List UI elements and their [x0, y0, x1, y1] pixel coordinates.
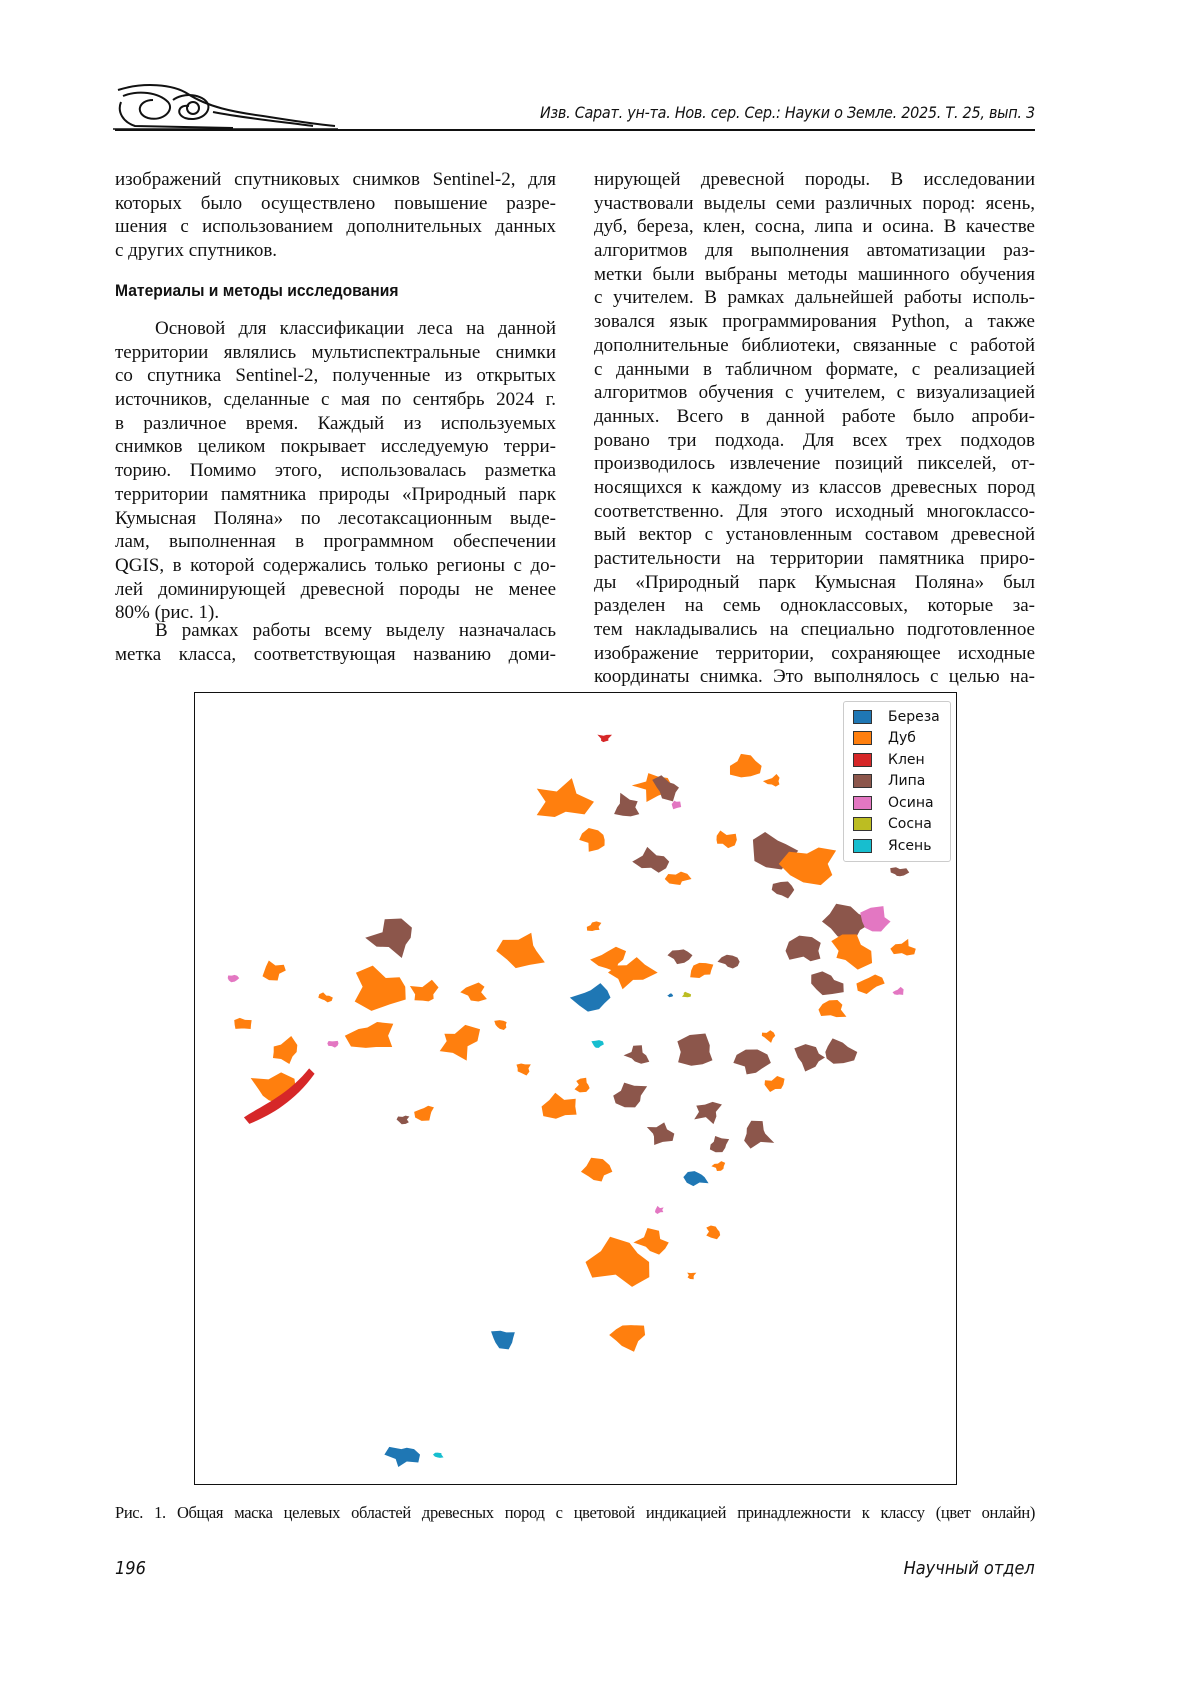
oak-stand-patch: [831, 934, 872, 969]
oak-stand-patch: [496, 933, 545, 968]
oak-stand-patch: [440, 1025, 480, 1061]
text-line: вый вектор с установленным составом древесной: [594, 523, 1035, 547]
oak-stand-patch: [273, 1036, 297, 1064]
linden-stand-patch: [613, 1083, 647, 1108]
legend-label: Липа: [888, 773, 925, 789]
text-line: со спутника Sentinel-2, полученные из открытых: [115, 364, 556, 388]
legend-swatch: [853, 731, 872, 745]
oak-stand-patch: [575, 1078, 590, 1093]
birch-stand-patch: [683, 1171, 708, 1186]
oak-stand-patch: [494, 1020, 506, 1030]
linden-stand-patch: [717, 955, 739, 969]
oak-stand-patch: [665, 872, 692, 885]
legend-item: [844, 835, 950, 857]
oak-stand-patch: [687, 1273, 696, 1280]
legend-label: Береза: [888, 709, 940, 725]
oak-stand-patch: [856, 974, 884, 993]
birch-stand-patch: [384, 1447, 420, 1467]
species-mask-map: [195, 693, 956, 1484]
oak-stand-patch: [763, 774, 780, 787]
oak-stand-patch: [587, 921, 602, 931]
legend-swatch: [853, 839, 872, 853]
oak-stand-patch: [890, 939, 915, 956]
oak-stand-patch: [579, 828, 604, 852]
oak-stand-patch: [690, 963, 713, 978]
oak-stand-patch: [345, 1022, 393, 1048]
left-para-2: [115, 317, 556, 625]
oak-stand-patch: [410, 980, 439, 1002]
oak-stand-patch: [730, 754, 762, 777]
linden-stand-patch: [694, 1102, 722, 1124]
legend-label: Ясень: [888, 838, 931, 854]
legend-item: [844, 749, 950, 771]
text-line: метки были выбраны методы машинного обучения: [594, 263, 1035, 287]
legend-label: Сосна: [888, 816, 932, 832]
legend-item: [844, 771, 950, 793]
section-name: Научный отдел: [904, 1558, 1035, 1579]
aspen-stand-patch: [893, 987, 904, 995]
oak-stand-patch: [765, 1076, 785, 1092]
text-line: лей доминирующей древесной породы не менее: [115, 578, 556, 602]
oak-stand-patch: [609, 1325, 645, 1352]
figure-caption: Рис. 1. Общая маска целевых областей древесных пород с цветовой индикацией принадлежности к классу (цвет онлайн): [115, 1503, 1035, 1523]
oak-stand-patch: [537, 778, 594, 817]
text-line: с данными в табличном формате, с реализацией: [594, 358, 1035, 382]
aspen-stand-patch: [228, 975, 240, 982]
linden-stand-patch: [890, 867, 909, 876]
section-heading: Материалы и методы исследования: [115, 281, 398, 301]
aspen-stand-patch: [655, 1206, 664, 1214]
linden-stand-patch: [632, 847, 669, 873]
text-line: участвовали выделы семи различных пород: ясень,: [594, 192, 1035, 216]
legend-item: [844, 792, 950, 814]
legend-item: [844, 814, 950, 836]
text-line: алгоритмов для выполнения автоматизации раз-: [594, 239, 1035, 263]
text-line: изображений спутниковых снимков Sentinel-2, для: [115, 168, 556, 192]
text-line: нирующей древесной породы. В исследовании: [594, 168, 1035, 192]
oak-stand-patch: [414, 1106, 434, 1121]
oak-stand-patch: [717, 831, 737, 849]
right-column-text: [594, 168, 1035, 689]
map-legend: [843, 701, 951, 862]
text-line: координаты снимка. Это выполнялось с целью на-: [594, 665, 1035, 689]
linden-stand-patch: [744, 1121, 774, 1149]
left-para-1: [115, 168, 556, 263]
journal-citation: Изв. Сарат. ун-та. Нов. сер. Сер.: Науки о Земле. 2025. Т. 25, вып. 3: [540, 103, 1035, 122]
legend-swatch: [853, 753, 872, 767]
text-line: с учителем. В рамках дальнейшей работы исполь-: [594, 286, 1035, 310]
linden-stand-patch: [667, 949, 692, 964]
text-line: носящихся к каждому из классов древесных пород: [594, 476, 1035, 500]
text-line: лам, выполненная в программном обеспечении: [115, 530, 556, 554]
legend-swatch: [853, 817, 872, 831]
oak-stand-patch: [581, 1158, 612, 1182]
linden-stand-patch: [794, 1044, 825, 1071]
ash-stand-patch: [591, 1040, 604, 1048]
text-line: источников, сделанные с мая по сентябрь 2024 г.: [115, 388, 556, 412]
pine-stand-patch: [682, 992, 691, 997]
journal-logo: [113, 82, 338, 130]
linden-stand-patch: [614, 793, 639, 817]
birch-stand-patch: [491, 1331, 515, 1350]
legend-label: Клен: [888, 752, 925, 768]
aspen-stand-patch: [672, 801, 681, 809]
oak-stand-patch: [818, 1000, 846, 1017]
oak-stand-patch: [706, 1225, 720, 1239]
oak-stand-patch: [516, 1063, 530, 1075]
text-line: 80% (рис. 1).: [115, 601, 556, 625]
linden-stand-patch: [786, 936, 821, 962]
legend-item: [844, 706, 950, 728]
linden-stand-patch: [733, 1050, 771, 1075]
linden-stand-patch: [710, 1136, 729, 1152]
text-line: В рамках работы всему выделу назначалась: [115, 619, 556, 643]
legend-label: Осина: [888, 795, 934, 811]
text-line: ровано три подхода. Для всех трех подходов: [594, 429, 1035, 453]
oak-stand-patch: [633, 1228, 668, 1255]
text-line: территории являлись мультиспектральные снимки: [115, 341, 556, 365]
aspen-stand-patch: [860, 906, 890, 931]
legend-swatch: [853, 774, 872, 788]
text-line: Основой для классификации леса на данной: [115, 317, 556, 341]
linden-stand-patch: [624, 1045, 650, 1063]
oak-stand-patch: [355, 966, 406, 1011]
left-para-3: [115, 619, 556, 666]
text-line: дополнительные библиотеки, связанные с работой: [594, 334, 1035, 358]
text-line: с других спутников.: [115, 239, 556, 263]
text-line: территории памятника природы «Природный парк: [115, 483, 556, 507]
text-line: зовался язык программирования Python, а также: [594, 310, 1035, 334]
page-number: 196: [115, 1558, 146, 1579]
text-line: в различное время. Каждый из используемых: [115, 412, 556, 436]
maple-stand-patch: [597, 735, 612, 743]
linden-stand-patch: [825, 1038, 857, 1063]
text-line: ды «Природный парк Кумысная Поляна» был: [594, 571, 1035, 595]
oak-stand-patch: [460, 983, 487, 1002]
text-line: метка класса, соответствующая названию доми-: [115, 643, 556, 667]
text-line: торию. Помимо этого, использовалась разметка: [115, 459, 556, 483]
oak-stand-patch: [542, 1093, 577, 1119]
legend-label: Дуб: [888, 730, 916, 746]
legend-item: [844, 728, 950, 750]
oak-stand-patch: [762, 1030, 775, 1043]
oak-stand-patch: [263, 960, 286, 980]
figure-tree-species-map: [194, 692, 957, 1485]
text-line: шения с использованием дополнительных данных: [115, 215, 556, 239]
text-line: соответственно. Для этого исходный многоклассо-: [594, 500, 1035, 524]
birch-stand-patch: [570, 983, 611, 1011]
text-line: которых было осуществлено повышение разре-: [115, 192, 556, 216]
linden-stand-patch: [647, 1122, 675, 1145]
text-line: данных. Всего в данной работе было апроби-: [594, 405, 1035, 429]
oak-stand-patch: [318, 992, 333, 1002]
text-line: Кумысная Поляна» по лесотаксационным выде-: [115, 507, 556, 531]
ash-stand-patch: [433, 1453, 444, 1458]
linden-stand-patch: [365, 918, 412, 958]
linden-stand-patch: [397, 1116, 410, 1125]
text-line: снимков целиком покрывает исследуемую терри-: [115, 435, 556, 459]
text-line: изображение территории, сохраняющее исходные: [594, 642, 1035, 666]
oak-stand-patch: [234, 1018, 251, 1029]
linden-stand-patch: [811, 971, 844, 995]
text-line: дуб, береза, клен, сосна, липа и осина. В качестве: [594, 215, 1035, 239]
legend-swatch: [853, 796, 872, 810]
aspen-stand-patch: [327, 1041, 338, 1048]
oak-stand-patch: [711, 1161, 725, 1171]
text-line: тем накладывались на специально подготовленное: [594, 618, 1035, 642]
text-line: QGIS, в которой содержались только регионы с до-: [115, 554, 556, 578]
text-line: алгоритмов обучения с учителем, с визуализацией: [594, 381, 1035, 405]
birch-stand-patch: [667, 993, 673, 997]
legend-swatch: [853, 710, 872, 724]
text-line: разделен на семь одноклассовых, которые за-: [594, 594, 1035, 618]
text-line: производилось извлечение позиций пикселей, от-: [594, 452, 1035, 476]
linden-stand-patch: [677, 1034, 712, 1066]
linden-stand-patch: [772, 881, 795, 898]
header-divider: [115, 129, 1035, 131]
text-line: растительности на территории памятника приро-: [594, 547, 1035, 571]
